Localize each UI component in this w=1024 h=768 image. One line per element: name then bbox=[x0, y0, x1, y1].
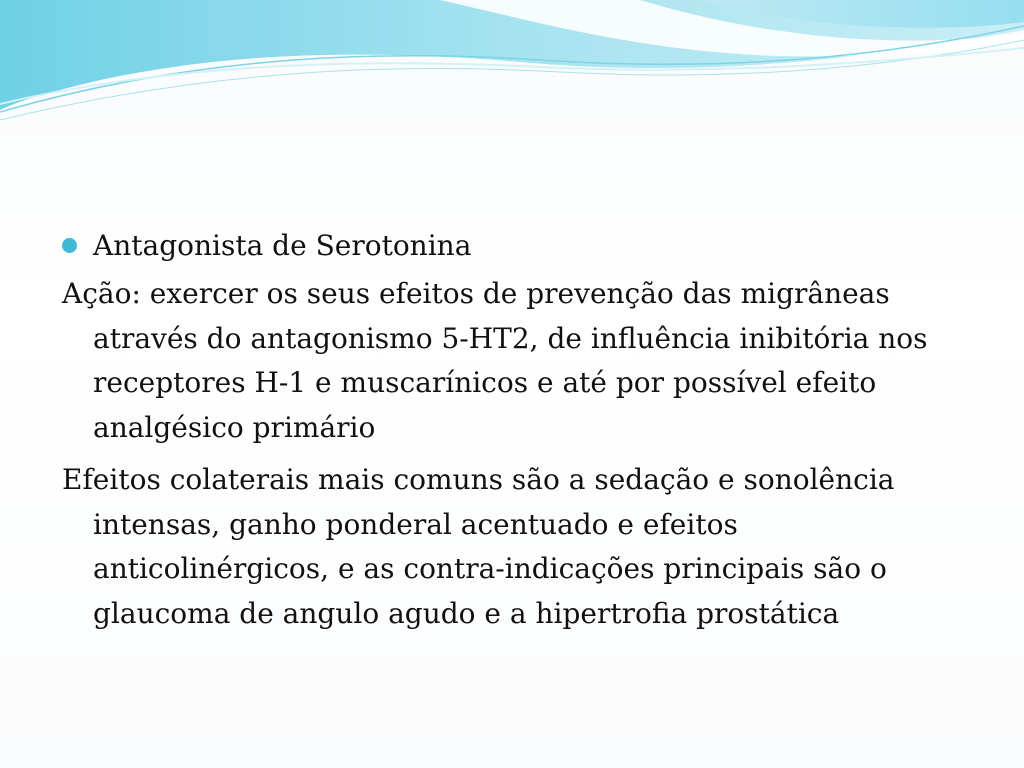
bullet-item bbox=[62, 224, 982, 268]
slide-content bbox=[62, 224, 982, 644]
bullet-dot-icon bbox=[62, 238, 77, 253]
bullet-heading: Antagonista de Serotonina bbox=[93, 229, 472, 262]
paragraph-side-effects: Efeitos colaterais mais comuns são a sedação e sonolência intensas, ganho ponderal acentuado e efeitos anticolinérgicos, e as contra-indicações principais são o glaucoma de angulo agudo e a hipertrofia prostática bbox=[62, 463, 895, 630]
header-wave-decoration bbox=[0, 0, 1024, 130]
paragraph-action: Ação: exercer os seus efeitos de prevenção das migrâneas através do antagonismo 5-HT2, de influência inibitória nos receptores H-1 e muscarínicos e até por possível efeito analgésico primário bbox=[62, 277, 928, 444]
